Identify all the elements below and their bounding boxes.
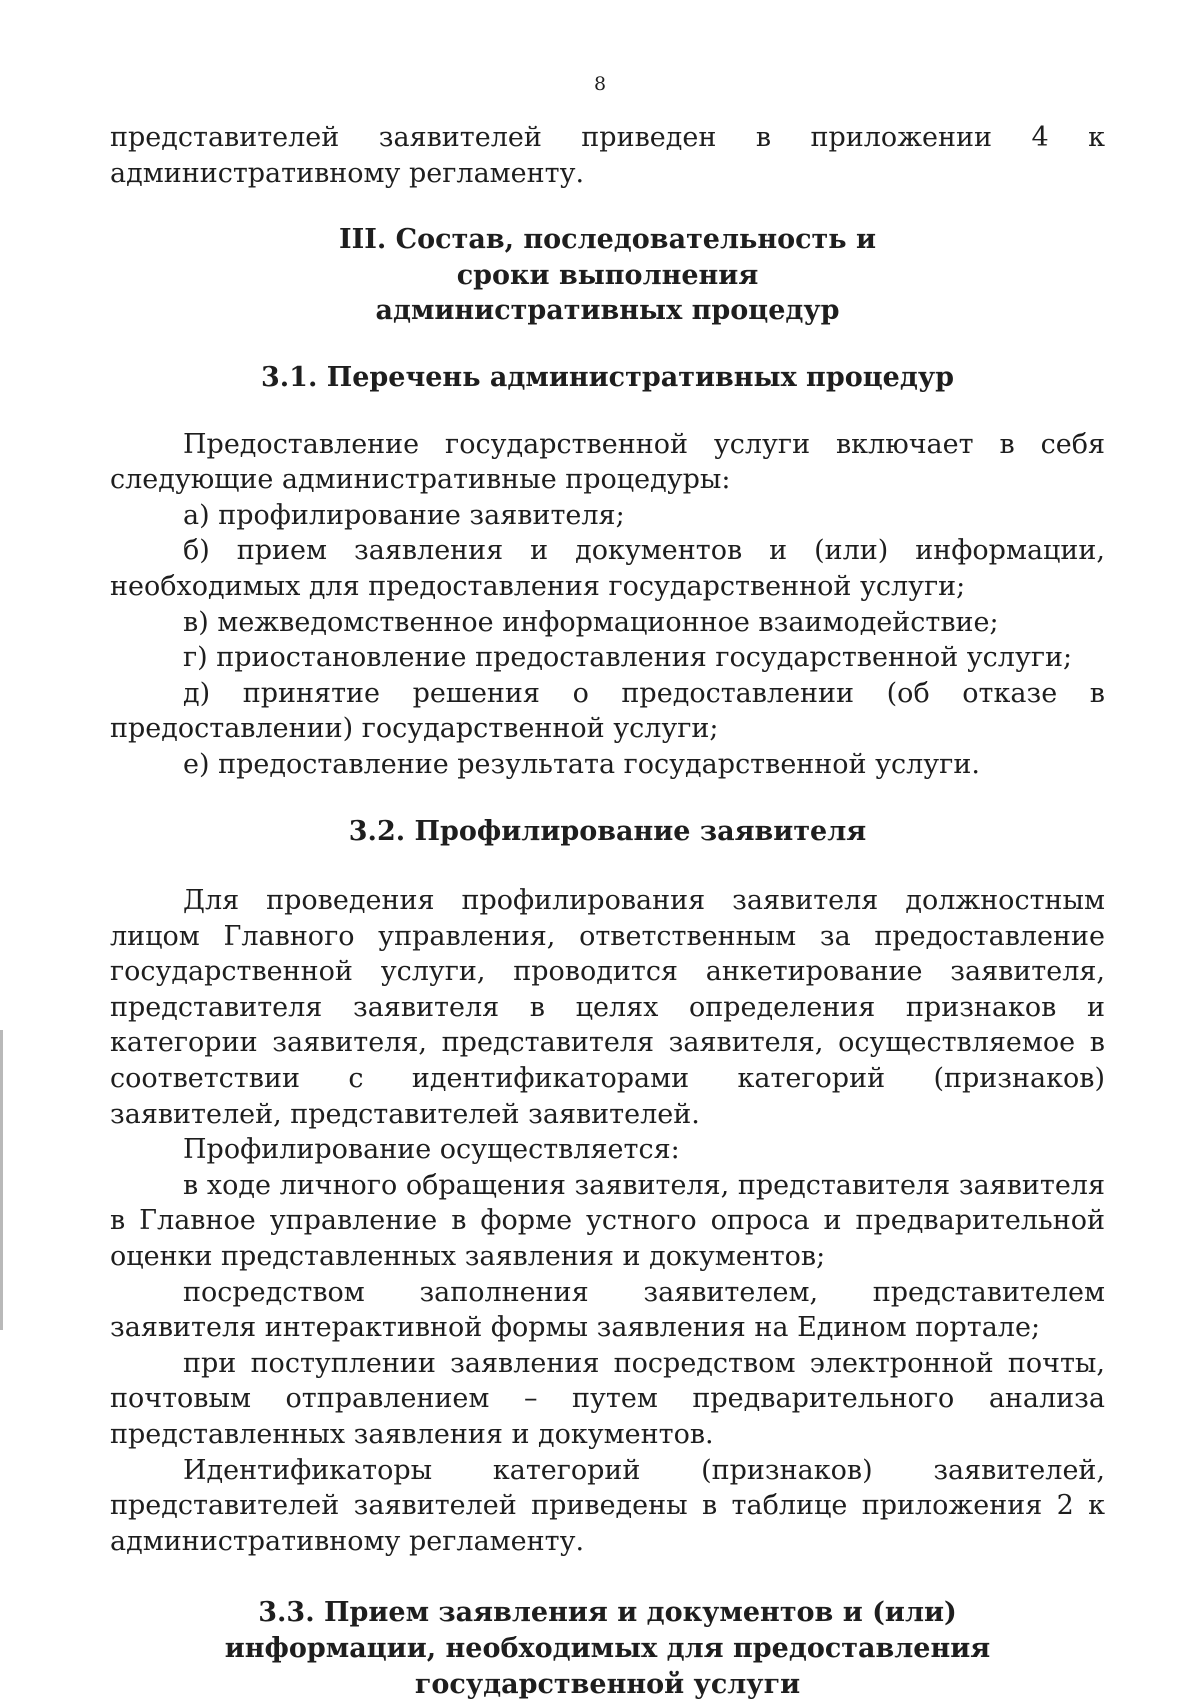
profiling-paragraph-3: в ходе личного обращения заявителя, представителя заявителя в Главное управление в форме устного опроса и предварительной оценки представленных заявления и документов; — [110, 1169, 1105, 1273]
subsection-3-1-title: 3.1. Перечень административных процедур — [260, 361, 954, 393]
subsection-3-1-lead: Предоставление государственной услуги включает в себя следующие административные процедуры: — [110, 428, 1105, 496]
profiling-paragraph-6: Идентификаторы категорий (признаков) заявителей, представителей заявителей приведены в таблице приложения 2 к административному регламенту. — [110, 1454, 1105, 1557]
procedure-item-b: б) прием заявления и документов и (или) информации, необходимых для предоставления государственной услуги; — [110, 535, 1105, 602]
profiling-paragraph-5: при поступлении заявления посредством электронной почты, почтовым отправлением – путем предварительного анализа представленных заявления и документов. — [110, 1347, 1105, 1450]
page-number: 8 — [593, 73, 607, 95]
scan-edge-mark — [0, 1030, 3, 1330]
subsection-3-2-title: 3.2. Профилирование заявителя — [348, 815, 867, 847]
profiling-paragraph-1: Для проведения профилирования заявителя должностным лицом Главного управления, ответственным за предоставление государственной услуги, проводится анкетирование заявителя, представителя заявителя в целях определения признаков и категории заявителя, представителя заявителя, осуществляемое в соответствии с идентификаторами категорий (признаков) заявителей, представителей заявителей. — [110, 885, 1105, 1130]
subsection-3-3-title-text: 3.3. Прием заявления и документов и (или) информации, необходимых для предоставления государственной услуги — [224, 1597, 991, 1700]
procedure-item-g: г) приостановление предоставления государственной услуги; — [183, 642, 1073, 674]
procedure-item-d: д) принятие решения о предоставлении (об отказе в предоставлении) государственной услуги; — [110, 677, 1105, 745]
profiling-paragraph-2: Профилирование осуществляется: — [183, 1134, 680, 1166]
intro-paragraph: представителей заявителей приведен в приложении 4 к административному регламенту. — [110, 122, 1105, 189]
subsection-3-3-title — [110, 1595, 1105, 1702]
section-3-title — [110, 222, 1105, 329]
page-content — [110, 120, 1105, 1702]
procedure-item-v: в) межведомственное информационное взаимодействие; — [183, 606, 999, 638]
procedure-item-e: е) предоставление результата государственной услуги. — [183, 748, 980, 780]
section-3-title-text: III. Состав, последовательность и сроки выполнения административных процедур — [338, 224, 877, 327]
profiling-paragraph-4: посредством заполнения заявителем, представителем заявителя интерактивной формы заявления на Едином портале; — [110, 1276, 1105, 1344]
procedure-item-a: а) профилирование заявителя; — [183, 499, 625, 531]
